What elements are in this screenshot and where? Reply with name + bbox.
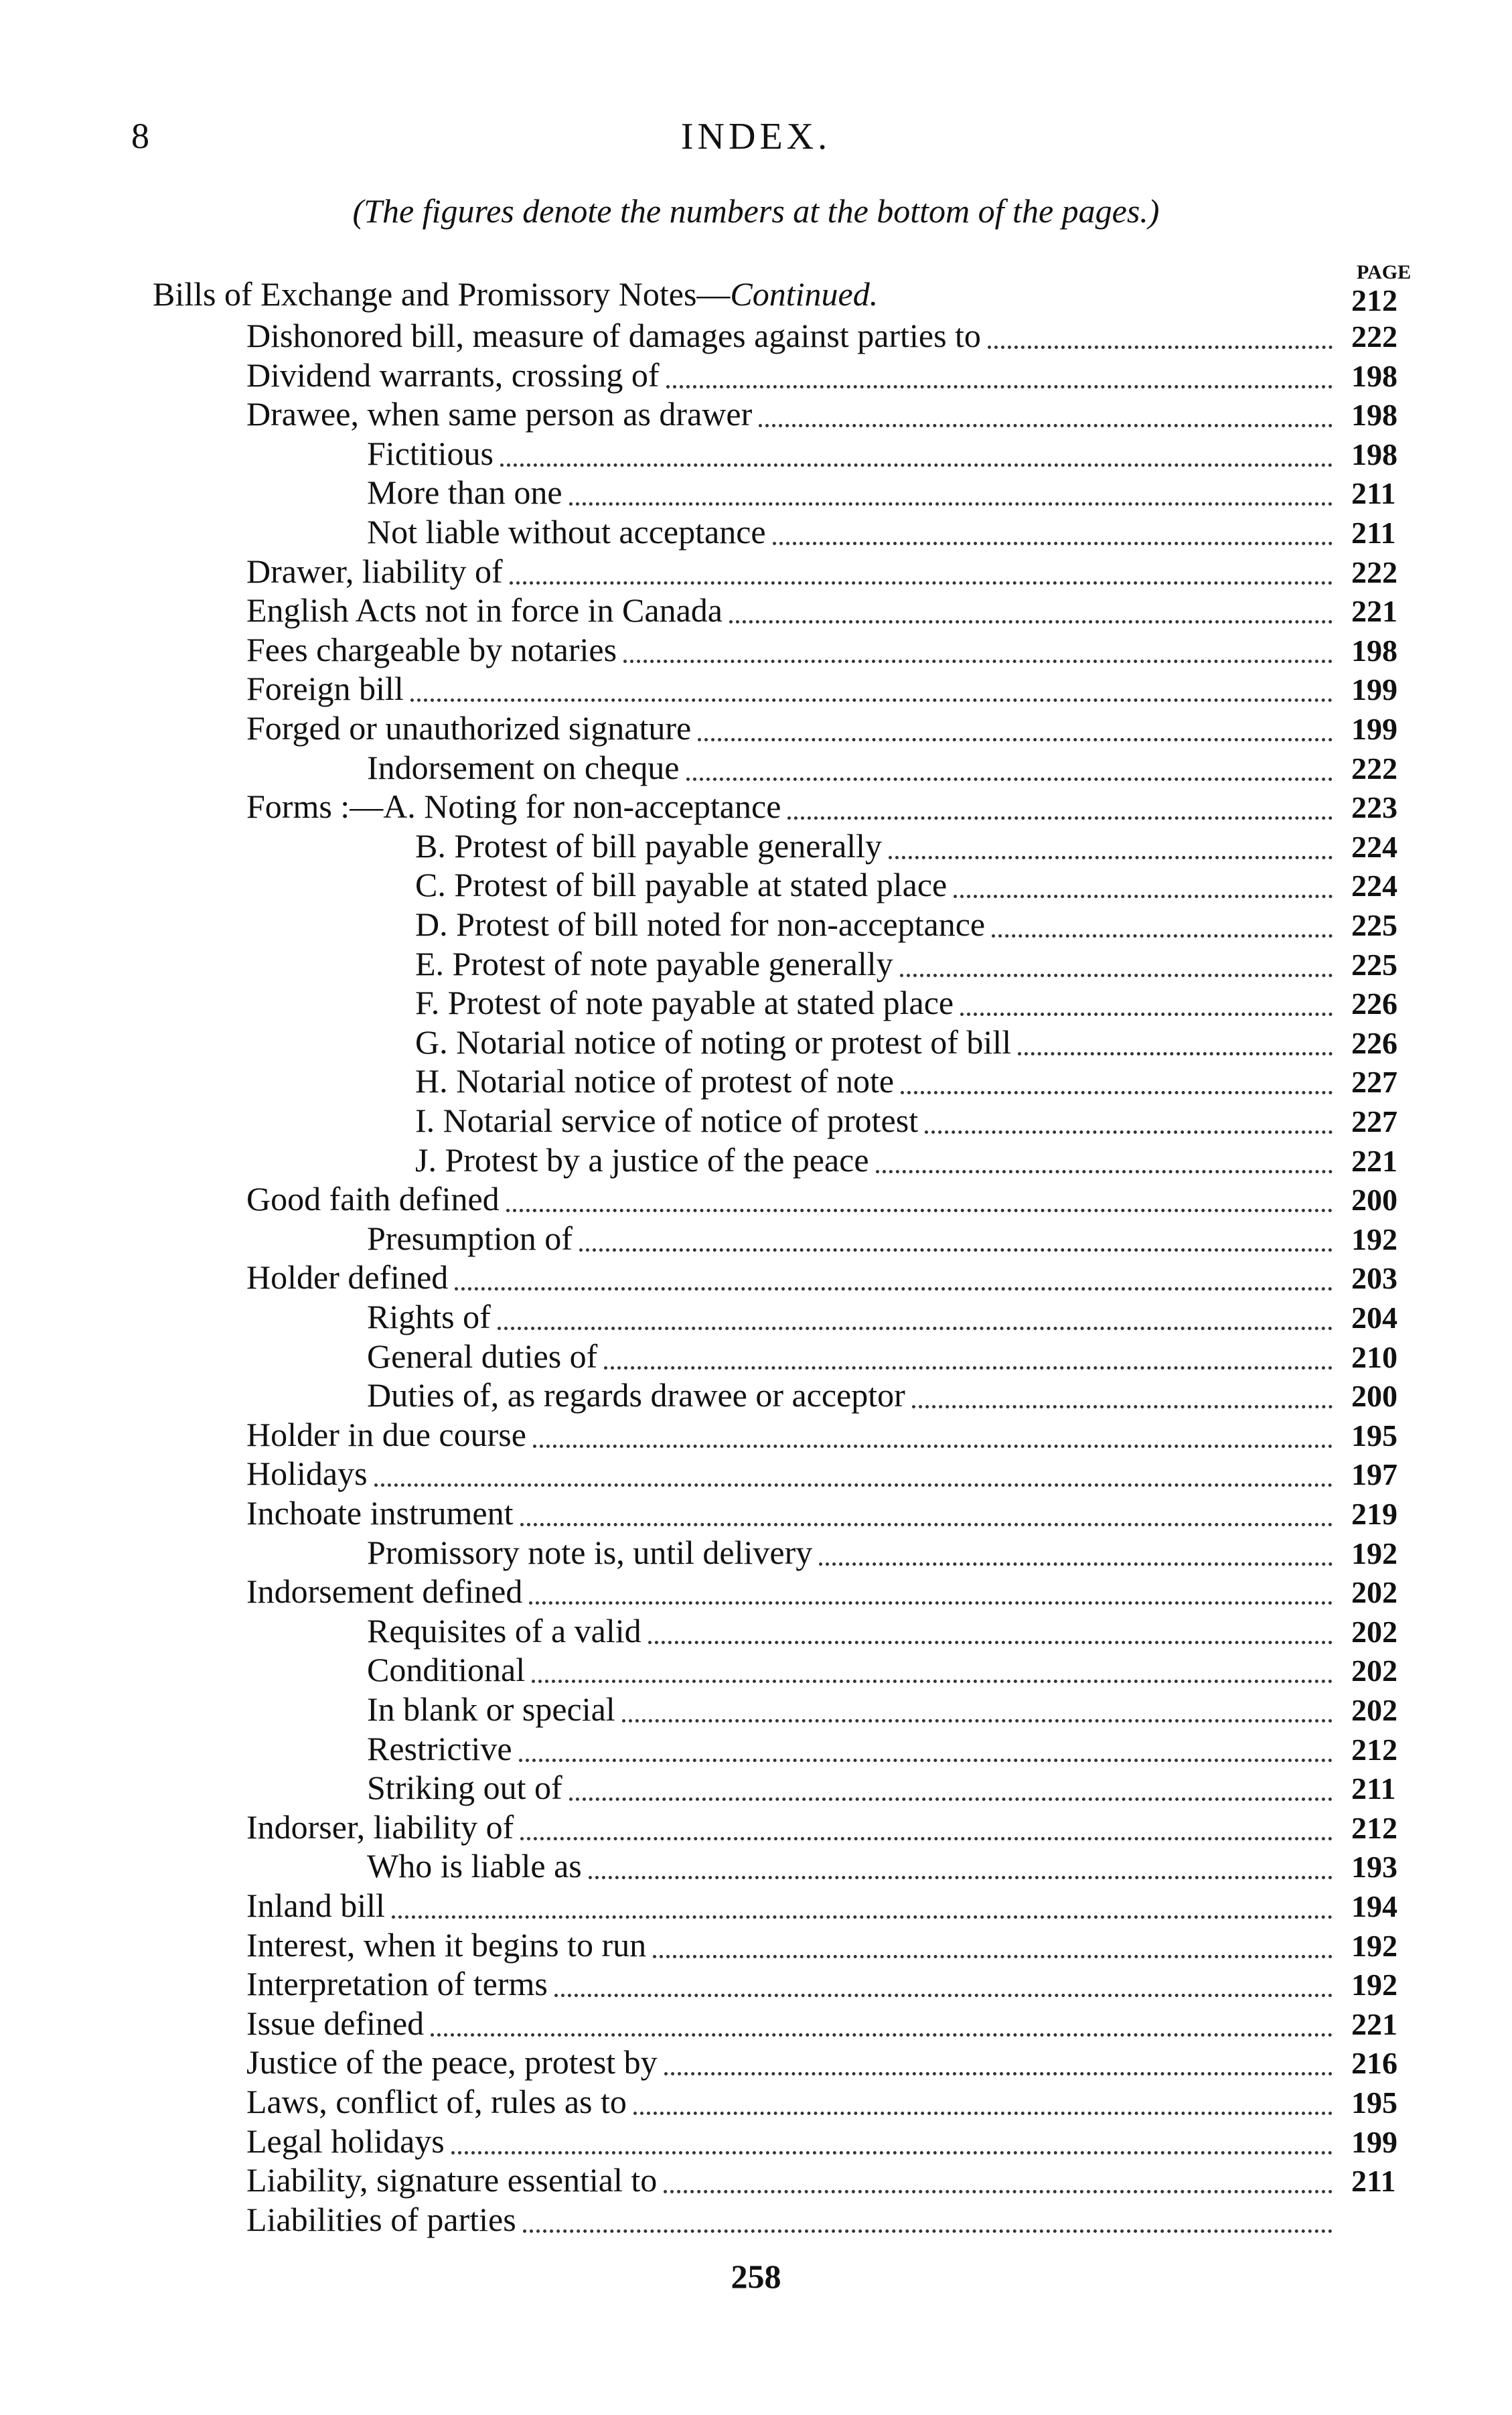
dot-leader [569,1792,1333,1801]
entry-page-number: 202 [1351,1614,1397,1649]
dot-leader [960,1007,1333,1016]
index-entry [0,1846,1512,1885]
dot-leader [410,693,1333,702]
index-entry [0,2004,1512,2043]
entry-label: English Acts not in force in Canada [246,591,723,630]
entry-page-number: 226 [1351,1025,1397,1060]
entry-label: Interpretation of terms [246,1965,548,2003]
entry-label: Conditional [367,1651,526,1689]
dot-leader [787,811,1333,820]
entry-label: Justice of the peace, protest by [246,2043,658,2081]
dot-leader [532,1674,1333,1683]
entry-label: Indorser, liability of [246,1808,514,1846]
entry-label: Holder in due course [246,1415,526,1453]
entry-label: Dishonored bill, measure of damages against parties to [246,317,981,354]
entry-label: Restrictive [367,1729,512,1767]
index-entry [0,356,1512,394]
index-entry [0,709,1512,747]
entry-page-number: 224 [1351,829,1397,864]
page-number-top: 8 [131,116,149,156]
entry-label: Who is liable as [367,1847,582,1885]
entry-label: H. Notarial notice of protest of note [415,1062,895,1100]
entry-page-number: 197 [1351,1457,1397,1492]
dot-leader [569,497,1333,506]
index-entry [0,1886,1512,1925]
entry-page-number: 202 [1351,1575,1397,1610]
index-entry [0,1768,1512,1807]
dot-leader [759,419,1333,427]
entry-label: Holder defined [246,1258,449,1297]
index-entry [0,1337,1512,1376]
index-entry [0,1611,1512,1650]
dot-leader [622,1714,1333,1723]
entry-page-number: 223 [1351,790,1397,825]
entry-label: Fees chargeable by notaries [246,630,617,668]
dot-leader [653,1950,1333,1958]
dot-leader [819,1557,1333,1566]
entry-label: Indorsement defined [246,1572,523,1611]
dot-leader [579,1243,1333,1252]
index-entry [0,1454,1512,1493]
entry-label: J. Protest by a justice of the peace [415,1141,869,1179]
figures-note: (The figures denote the numbers at the bottom of the pages.) [352,192,1160,230]
entry-page-number: 199 [1351,2124,1397,2159]
entry-page-number: 211 [1351,516,1396,550]
entry-label: Issue defined [246,2004,425,2042]
index-entry [0,394,1512,433]
dot-leader [519,1753,1333,1762]
entry-page-number: 200 [1351,1183,1397,1218]
dot-leader [523,2224,1333,2233]
dot-leader [589,1871,1333,1879]
entry-label: Drawer, liability of [246,552,503,590]
dot-leader [510,576,1333,585]
index-entry [0,1729,1512,1768]
entry-label: Not liable without acceptance [367,513,766,551]
index-entry [0,1650,1512,1689]
dot-leader [451,2146,1333,2154]
entry-label: Forged or unauthorized signature [246,709,692,747]
index-entry [0,865,1512,904]
entry-page-number: 198 [1351,398,1397,433]
dot-leader [623,654,1333,663]
index-entry [0,1062,1512,1100]
index-entry [0,1179,1512,1218]
entry-page-number: 226 [1351,986,1397,1021]
entry-label: Foreign bill [246,670,404,708]
entry-page-number: 195 [1351,1418,1397,1453]
index-entry [0,630,1512,669]
running-title: INDEX. [680,116,832,157]
index-entry [0,434,1512,473]
entry-label: F. Protest of note payable at stated place [415,984,954,1022]
entry-page-number: 202 [1351,1693,1397,1727]
index-entry [0,512,1512,551]
entry-label: Forms :—A. Noting for non-acceptance [246,788,781,826]
index-entry [0,1376,1512,1414]
index-entry [0,787,1512,826]
dot-leader [633,2106,1333,2115]
index-entry [0,1258,1512,1297]
entry-label: Liability, signature essential to [246,2161,658,2199]
index-entry [0,473,1512,512]
dot-leader [666,380,1333,388]
entry-page-number: 212 [1351,1810,1397,1845]
section-continued: Continued. [730,275,879,313]
dot-leader [1018,1047,1333,1055]
entry-page-number: 221 [1351,2006,1397,2041]
dot-leader [686,772,1333,781]
index-entry [0,1415,1512,1454]
entry-page-number: 222 [1351,751,1397,786]
dot-leader [604,1361,1333,1370]
index-entry [0,2082,1512,2121]
dot-leader [554,1988,1333,1997]
index-entry [0,1297,1512,1336]
entry-page-number: 198 [1351,358,1397,393]
entry-label: E. Protest of note payable generally [415,944,893,982]
dot-leader [392,1910,1333,1919]
entry-page-number: 221 [1351,1143,1397,1178]
index-entry [0,552,1512,591]
index-entry [0,826,1512,865]
entry-page-number: 204 [1351,1301,1397,1335]
entry-label: In blank or special [367,1690,615,1728]
entry-page-number: 210 [1351,1339,1397,1374]
index-entry [0,1533,1512,1572]
entry-label: Inchoate instrument [246,1494,514,1532]
entry-page-number: 227 [1351,1104,1397,1139]
entry-page-number: 225 [1351,908,1397,942]
entry-label: General duties of [367,1337,598,1375]
dot-leader [455,1282,1333,1291]
index-entry [0,2161,1512,2199]
entry-label: Promissory note is, until delivery [367,1533,813,1571]
dot-leader [506,1203,1333,1212]
dot-leader [533,1439,1333,1448]
entry-label: B. Protest of bill payable generally [415,826,883,865]
index-entry [0,1572,1512,1611]
entry-label: I. Notarial service of notice of protest [415,1102,919,1139]
dot-leader [773,536,1333,545]
dot-leader [729,615,1333,624]
entry-page-number: 194 [1351,1889,1397,1923]
entry-page-number: 211 [1351,1771,1396,1806]
dot-leader [876,1165,1333,1173]
dot-leader [374,1478,1333,1487]
entry-label: Duties of, as regards drawee or acceptor [367,1376,905,1414]
section-heading [153,275,878,313]
index-entry [0,1493,1512,1532]
dot-leader [988,340,1333,349]
entry-page-number: 193 [1351,1850,1397,1885]
entry-page-number: 211 [1351,476,1396,511]
entry-label: Laws, conflict of, rules as to [246,2083,627,2120]
entry-label: Fictitious [367,434,494,472]
entry-label: Good faith defined [246,1180,500,1218]
dot-leader [664,2067,1333,2075]
entry-page-number: 202 [1351,1654,1397,1688]
dot-leader [664,2185,1333,2193]
index-entry [0,1141,1512,1179]
entry-page-number: 224 [1351,869,1397,903]
entry-label: Presumption of [367,1219,573,1257]
index-entry [0,1690,1512,1729]
entry-label: Indorsement on cheque [367,748,680,786]
dot-leader [925,1125,1333,1134]
entry-label: Drawee, when same person as drawer [246,395,753,433]
section-first-page: 212 [1351,283,1397,317]
index-entry [0,1219,1512,1258]
index-entry [0,1023,1512,1062]
entry-page-number: 227 [1351,1065,1397,1100]
index-entry [0,1964,1512,2003]
index-entry [0,748,1512,787]
dot-leader [529,1596,1333,1605]
dot-leader [698,733,1333,741]
entry-label: Holidays [246,1455,368,1493]
entry-page-number: 212 [1351,1732,1397,1767]
entry-page-number: 198 [1351,633,1397,668]
entry-label: Requisites of a valid [367,1611,641,1650]
entry-page-number: 203 [1351,1261,1397,1296]
dot-leader [901,1086,1333,1094]
entry-page-number: 222 [1351,555,1397,589]
entry-label: G. Notarial notice of noting or protest of bill [415,1023,1012,1061]
dot-leader [912,1400,1333,1408]
entry-page-number: 211 [1351,2164,1396,2199]
dot-leader [889,851,1333,859]
entry-label: C. Protest of bill payable at stated place [415,866,948,904]
dot-leader [431,2028,1333,2037]
index-entry [0,2043,1512,2081]
entry-label: Striking out of [367,1769,562,1807]
dot-leader [500,458,1333,467]
entry-page-number: 221 [1351,594,1397,629]
entry-label: Liabilities of parties [246,2200,516,2238]
dot-leader [900,968,1333,977]
entry-page-number: 192 [1351,1536,1397,1570]
entry-page-number: 192 [1351,1968,1397,2002]
entry-label: Rights of [367,1298,491,1335]
entry-label: Dividend warrants, crossing of [246,356,660,394]
index-entry [0,905,1512,944]
index-entry [0,316,1512,355]
entry-page-number: 219 [1351,1497,1397,1531]
entry-page-number: 192 [1351,1928,1397,1963]
index-entry [0,591,1512,630]
entry-page-number: 199 [1351,672,1397,707]
page-number-bottom: 258 [731,2258,781,2295]
entry-page-number: 225 [1351,947,1397,982]
dot-leader [498,1321,1333,1330]
index-entry [0,669,1512,708]
dot-leader [954,889,1333,898]
index-entry [0,983,1512,1022]
entry-label: Inland bill [246,1887,385,1924]
index-entry [0,1101,1512,1140]
entry-label: Legal holidays [246,2122,445,2160]
entry-page-number: 222 [1351,319,1397,354]
entry-page-number: 192 [1351,1222,1397,1256]
index-entry [0,944,1512,983]
dot-leader [648,1635,1333,1644]
entry-label: Interest, when it begins to run [246,1925,647,1964]
entry-page-number: 195 [1351,2085,1397,2120]
entry-page-number: 198 [1351,437,1397,471]
dot-leader [520,1832,1333,1840]
entry-page-number: 200 [1351,1379,1397,1414]
index-entry [0,2200,1512,2239]
section-heading-text: Bills of Exchange and Promissory Notes— [153,275,731,313]
entry-label: D. Protest of bill noted for non-acceptance [415,905,986,943]
page-column-label: PAGE [1357,261,1412,283]
entry-page-number: 199 [1351,712,1397,746]
dot-leader [992,929,1333,938]
index-entry [0,1808,1512,1846]
dot-leader [520,1518,1333,1526]
index-entry [0,2122,1512,2161]
entry-label: More than one [367,473,562,512]
index-entry [0,1925,1512,1964]
entry-page-number: 216 [1351,2046,1397,2081]
